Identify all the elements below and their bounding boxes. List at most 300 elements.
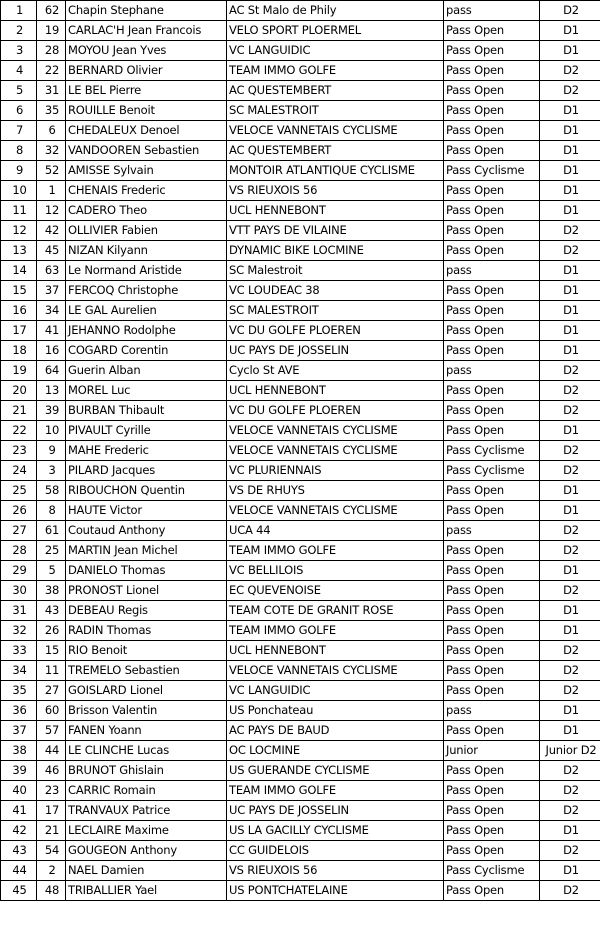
licence-cell: Pass Open xyxy=(444,801,540,821)
rider-name-cell: CARLAC'H Jean Francois xyxy=(66,21,227,41)
category-cell: D2 xyxy=(540,441,600,461)
category-cell: D1 xyxy=(540,161,600,181)
rider-name-cell: FERCOQ Christophe xyxy=(66,281,227,301)
bib-cell: 23 xyxy=(37,781,66,801)
table-row xyxy=(1,541,600,561)
category-cell: D1 xyxy=(540,861,600,881)
licence-cell: Pass Open xyxy=(444,381,540,401)
rank-cell: 40 xyxy=(1,781,37,801)
category-cell: D2 xyxy=(540,661,600,681)
category-cell: D2 xyxy=(540,641,600,661)
rider-name-cell: RIO Benoit xyxy=(66,641,227,661)
bib-cell: 1 xyxy=(37,181,66,201)
bib-cell: 25 xyxy=(37,541,66,561)
category-cell: D1 xyxy=(540,721,600,741)
rider-name-cell: BURBAN Thibault xyxy=(66,401,227,421)
bib-cell: 63 xyxy=(37,261,66,281)
licence-cell: Pass Cyclisme xyxy=(444,461,540,481)
table-row xyxy=(1,721,600,741)
licence-cell: Junior xyxy=(444,741,540,761)
rank-cell: 18 xyxy=(1,341,37,361)
licence-cell: Pass Open xyxy=(444,121,540,141)
rider-name-cell: BRUNOT Ghislain xyxy=(66,761,227,781)
bib-cell: 57 xyxy=(37,721,66,741)
licence-cell: Pass Open xyxy=(444,141,540,161)
table-row xyxy=(1,361,600,381)
club-cell: Cyclo St AVE xyxy=(227,361,444,381)
rider-name-cell: LE BEL Pierre xyxy=(66,81,227,101)
rider-name-cell: AMISSE Sylvain xyxy=(66,161,227,181)
table-row xyxy=(1,121,600,141)
rider-name-cell: COGARD Corentin xyxy=(66,341,227,361)
rider-name-cell: Coutaud Anthony xyxy=(66,521,227,541)
category-cell: D1 xyxy=(540,341,600,361)
rank-cell: 19 xyxy=(1,361,37,381)
bib-cell: 8 xyxy=(37,501,66,521)
bib-cell: 64 xyxy=(37,361,66,381)
category-cell: D2 xyxy=(540,461,600,481)
rider-name-cell: LE GAL Aurelien xyxy=(66,301,227,321)
rider-name-cell: TREMELO Sebastien xyxy=(66,661,227,681)
club-cell: US LA GACILLY CYCLISME xyxy=(227,821,444,841)
club-cell: TEAM COTE DE GRANIT ROSE xyxy=(227,601,444,621)
club-cell: AC PAYS DE BAUD xyxy=(227,721,444,741)
bib-cell: 52 xyxy=(37,161,66,181)
bib-cell: 45 xyxy=(37,241,66,261)
rank-cell: 43 xyxy=(1,841,37,861)
table-row xyxy=(1,621,600,641)
bib-cell: 28 xyxy=(37,41,66,61)
licence-cell: Pass Open xyxy=(444,501,540,521)
rider-name-cell: LECLAIRE Maxime xyxy=(66,821,227,841)
table-row xyxy=(1,821,600,841)
club-cell: VC LANGUIDIC xyxy=(227,41,444,61)
table-row xyxy=(1,41,600,61)
category-cell: D2 xyxy=(540,761,600,781)
licence-cell: Pass Open xyxy=(444,321,540,341)
licence-cell: Pass Open xyxy=(444,41,540,61)
rider-name-cell: ROUILLE Benoit xyxy=(66,101,227,121)
bib-cell: 39 xyxy=(37,401,66,421)
licence-cell: Pass Open xyxy=(444,101,540,121)
rider-name-cell: Chapin Stephane xyxy=(66,1,227,21)
licence-cell: Pass Open xyxy=(444,221,540,241)
rank-cell: 13 xyxy=(1,241,37,261)
rank-cell: 17 xyxy=(1,321,37,341)
licence-cell: Pass Open xyxy=(444,641,540,661)
category-cell: D2 xyxy=(540,361,600,381)
club-cell: SC MALESTROIT xyxy=(227,101,444,121)
bib-cell: 5 xyxy=(37,561,66,581)
table-row xyxy=(1,21,600,41)
club-cell: OC LOCMINE xyxy=(227,741,444,761)
rank-cell: 5 xyxy=(1,81,37,101)
table-row xyxy=(1,441,600,461)
table-row xyxy=(1,301,600,321)
rank-cell: 38 xyxy=(1,741,37,761)
table-row xyxy=(1,561,600,581)
rank-cell: 30 xyxy=(1,581,37,601)
bib-cell: 17 xyxy=(37,801,66,821)
rider-name-cell: OLLIVIER Fabien xyxy=(66,221,227,241)
club-cell: US GUERANDE CYCLISME xyxy=(227,761,444,781)
bib-cell: 6 xyxy=(37,121,66,141)
licence-cell: Pass Open xyxy=(444,421,540,441)
rank-cell: 3 xyxy=(1,41,37,61)
bib-cell: 38 xyxy=(37,581,66,601)
club-cell: UC PAYS DE JOSSELIN xyxy=(227,801,444,821)
table-row xyxy=(1,581,600,601)
category-cell: D1 xyxy=(540,41,600,61)
rank-cell: 22 xyxy=(1,421,37,441)
rider-name-cell: JEHANNO Rodolphe xyxy=(66,321,227,341)
category-cell: D1 xyxy=(540,141,600,161)
rank-cell: 2 xyxy=(1,21,37,41)
licence-cell: Pass Open xyxy=(444,241,540,261)
bib-cell: 26 xyxy=(37,621,66,641)
bib-cell: 41 xyxy=(37,321,66,341)
rider-name-cell: GOUGEON Anthony xyxy=(66,841,227,861)
rank-cell: 7 xyxy=(1,121,37,141)
licence-cell: Pass Open xyxy=(444,661,540,681)
category-cell: D2 xyxy=(540,61,600,81)
category-cell: D2 xyxy=(540,241,600,261)
category-cell: D1 xyxy=(540,261,600,281)
table-row xyxy=(1,181,600,201)
bib-cell: 60 xyxy=(37,701,66,721)
rider-name-cell: CADERO Theo xyxy=(66,201,227,221)
bib-cell: 44 xyxy=(37,741,66,761)
bib-cell: 22 xyxy=(37,61,66,81)
club-cell: VC DU GOLFE PLOEREN xyxy=(227,401,444,421)
rider-name-cell: TRIBALLIER Yael xyxy=(66,881,227,901)
bib-cell: 16 xyxy=(37,341,66,361)
club-cell: AC QUESTEMBERT xyxy=(227,81,444,101)
table-row xyxy=(1,221,600,241)
licence-cell: Pass Open xyxy=(444,181,540,201)
category-cell: D2 xyxy=(540,81,600,101)
bib-cell: 3 xyxy=(37,461,66,481)
table-row xyxy=(1,1,600,21)
rider-name-cell: TRANVAUX Patrice xyxy=(66,801,227,821)
bib-cell: 35 xyxy=(37,101,66,121)
club-cell: VC LOUDEAC 38 xyxy=(227,281,444,301)
rank-cell: 24 xyxy=(1,461,37,481)
rank-cell: 41 xyxy=(1,801,37,821)
table-row xyxy=(1,201,600,221)
licence-cell: Pass Open xyxy=(444,681,540,701)
club-cell: UC PAYS DE JOSSELIN xyxy=(227,341,444,361)
licence-cell: Pass Open xyxy=(444,881,540,901)
club-cell: CC GUIDELOIS xyxy=(227,841,444,861)
table-row xyxy=(1,81,600,101)
rank-cell: 4 xyxy=(1,61,37,81)
club-cell: VC PLURIENNAIS xyxy=(227,461,444,481)
bib-cell: 2 xyxy=(37,861,66,881)
club-cell: TEAM IMMO GOLFE xyxy=(227,541,444,561)
table-row xyxy=(1,841,600,861)
bib-cell: 15 xyxy=(37,641,66,661)
category-cell: D1 xyxy=(540,281,600,301)
bib-cell: 31 xyxy=(37,81,66,101)
category-cell: D1 xyxy=(540,101,600,121)
bib-cell: 43 xyxy=(37,601,66,621)
rank-cell: 33 xyxy=(1,641,37,661)
licence-cell: Pass Open xyxy=(444,721,540,741)
table-row xyxy=(1,521,600,541)
rider-name-cell: PRONOST Lionel xyxy=(66,581,227,601)
table-row xyxy=(1,261,600,281)
category-cell: Junior D2 xyxy=(540,741,600,761)
rider-name-cell: VANDOOREN Sebastien xyxy=(66,141,227,161)
licence-cell: pass xyxy=(444,701,540,721)
table-row xyxy=(1,101,600,121)
licence-cell: Pass Open xyxy=(444,561,540,581)
rider-name-cell: MOYOU Jean Yves xyxy=(66,41,227,61)
table-row xyxy=(1,741,600,761)
rank-cell: 37 xyxy=(1,721,37,741)
licence-cell: Pass Cyclisme xyxy=(444,161,540,181)
club-cell: TEAM IMMO GOLFE xyxy=(227,621,444,641)
bib-cell: 12 xyxy=(37,201,66,221)
rank-cell: 6 xyxy=(1,101,37,121)
category-cell: D1 xyxy=(540,821,600,841)
table-row xyxy=(1,461,600,481)
rider-name-cell: DANIELO Thomas xyxy=(66,561,227,581)
club-cell: VS RIEUXOIS 56 xyxy=(227,181,444,201)
table-row xyxy=(1,881,600,901)
bib-cell: 48 xyxy=(37,881,66,901)
club-cell: UCL HENNEBONT xyxy=(227,381,444,401)
rank-cell: 1 xyxy=(1,1,37,21)
licence-cell: Pass Open xyxy=(444,81,540,101)
rank-cell: 27 xyxy=(1,521,37,541)
licence-cell: pass xyxy=(444,521,540,541)
club-cell: UCA 44 xyxy=(227,521,444,541)
rider-name-cell: CARRIC Romain xyxy=(66,781,227,801)
rider-name-cell: Brisson Valentin xyxy=(66,701,227,721)
club-cell: VELO SPORT PLOERMEL xyxy=(227,21,444,41)
club-cell: TEAM IMMO GOLFE xyxy=(227,781,444,801)
club-cell: AC QUESTEMBERT xyxy=(227,141,444,161)
table-row xyxy=(1,861,600,881)
club-cell: VC BELLILOIS xyxy=(227,561,444,581)
category-cell: D2 xyxy=(540,881,600,901)
category-cell: D1 xyxy=(540,601,600,621)
rider-name-cell: LE CLINCHE Lucas xyxy=(66,741,227,761)
category-cell: D1 xyxy=(540,701,600,721)
rank-cell: 15 xyxy=(1,281,37,301)
rider-name-cell: Le Normand Aristide xyxy=(66,261,227,281)
rank-cell: 9 xyxy=(1,161,37,181)
rank-cell: 23 xyxy=(1,441,37,461)
category-cell: D1 xyxy=(540,201,600,221)
category-cell: D2 xyxy=(540,221,600,241)
club-cell: VELOCE VANNETAIS CYCLISME xyxy=(227,501,444,521)
rider-name-cell: HAUTE Victor xyxy=(66,501,227,521)
club-cell: AC St Malo de Phily xyxy=(227,1,444,21)
rank-cell: 28 xyxy=(1,541,37,561)
club-cell: VS RIEUXOIS 56 xyxy=(227,861,444,881)
table-row xyxy=(1,321,600,341)
category-cell: D1 xyxy=(540,621,600,641)
club-cell: UCL HENNEBONT xyxy=(227,641,444,661)
club-cell: SC Malestroit xyxy=(227,261,444,281)
licence-cell: Pass Open xyxy=(444,61,540,81)
category-cell: D1 xyxy=(540,561,600,581)
licence-cell: Pass Open xyxy=(444,761,540,781)
rank-cell: 11 xyxy=(1,201,37,221)
table-row xyxy=(1,481,600,501)
rank-cell: 45 xyxy=(1,881,37,901)
table-row xyxy=(1,381,600,401)
rider-name-cell: NIZAN Kilyann xyxy=(66,241,227,261)
rank-cell: 39 xyxy=(1,761,37,781)
table-row xyxy=(1,421,600,441)
bib-cell: 37 xyxy=(37,281,66,301)
licence-cell: Pass Open xyxy=(444,21,540,41)
rank-cell: 34 xyxy=(1,661,37,681)
licence-cell: Pass Open xyxy=(444,821,540,841)
rank-cell: 25 xyxy=(1,481,37,501)
rider-name-cell: MOREL Luc xyxy=(66,381,227,401)
club-cell: MONTOIR ATLANTIQUE CYCLISME xyxy=(227,161,444,181)
rank-cell: 31 xyxy=(1,601,37,621)
table-row xyxy=(1,641,600,661)
table-row xyxy=(1,341,600,361)
rank-cell: 8 xyxy=(1,141,37,161)
rider-name-cell: Guerin Alban xyxy=(66,361,227,381)
category-cell: D2 xyxy=(540,581,600,601)
table-row xyxy=(1,501,600,521)
bib-cell: 46 xyxy=(37,761,66,781)
category-cell: D2 xyxy=(540,541,600,561)
licence-cell: Pass Open xyxy=(444,341,540,361)
category-cell: D1 xyxy=(540,321,600,341)
club-cell: SC MALESTROIT xyxy=(227,301,444,321)
rank-cell: 12 xyxy=(1,221,37,241)
table-row xyxy=(1,681,600,701)
club-cell: VELOCE VANNETAIS CYCLISME xyxy=(227,661,444,681)
table-row xyxy=(1,401,600,421)
bib-cell: 34 xyxy=(37,301,66,321)
category-cell: D1 xyxy=(540,301,600,321)
club-cell: VELOCE VANNETAIS CYCLISME xyxy=(227,121,444,141)
rider-name-cell: DEBEAU Regis xyxy=(66,601,227,621)
rider-name-cell: PILARD Jacques xyxy=(66,461,227,481)
category-cell: D2 xyxy=(540,681,600,701)
licence-cell: Pass Open xyxy=(444,281,540,301)
bib-cell: 32 xyxy=(37,141,66,161)
bib-cell: 61 xyxy=(37,521,66,541)
bib-cell: 54 xyxy=(37,841,66,861)
bib-cell: 62 xyxy=(37,1,66,21)
bib-cell: 27 xyxy=(37,681,66,701)
rider-name-cell: RIBOUCHON Quentin xyxy=(66,481,227,501)
rank-cell: 32 xyxy=(1,621,37,641)
licence-cell: Pass Open xyxy=(444,841,540,861)
rank-cell: 29 xyxy=(1,561,37,581)
rider-name-cell: BERNARD Olivier xyxy=(66,61,227,81)
licence-cell: Pass Cyclisme xyxy=(444,441,540,461)
bib-cell: 9 xyxy=(37,441,66,461)
category-cell: D1 xyxy=(540,181,600,201)
rider-name-cell: MARTIN Jean Michel xyxy=(66,541,227,561)
bib-cell: 19 xyxy=(37,21,66,41)
bib-cell: 21 xyxy=(37,821,66,841)
licence-cell: Pass Open xyxy=(444,541,540,561)
club-cell: VC LANGUIDIC xyxy=(227,681,444,701)
table-row xyxy=(1,161,600,181)
category-cell: D2 xyxy=(540,381,600,401)
table-row xyxy=(1,241,600,261)
club-cell: EC QUEVENOISE xyxy=(227,581,444,601)
licence-cell: Pass Open xyxy=(444,401,540,421)
category-cell: D2 xyxy=(540,841,600,861)
licence-cell: Pass Open xyxy=(444,601,540,621)
club-cell: VELOCE VANNETAIS CYCLISME xyxy=(227,441,444,461)
category-cell: D1 xyxy=(540,421,600,441)
category-cell: D1 xyxy=(540,501,600,521)
table-row xyxy=(1,601,600,621)
club-cell: VS DE RHUYS xyxy=(227,481,444,501)
licence-cell: Pass Cyclisme xyxy=(444,861,540,881)
rider-name-cell: MAHE Frederic xyxy=(66,441,227,461)
club-cell: VELOCE VANNETAIS CYCLISME xyxy=(227,421,444,441)
bib-cell: 58 xyxy=(37,481,66,501)
rank-cell: 14 xyxy=(1,261,37,281)
licence-cell: Pass Open xyxy=(444,581,540,601)
category-cell: D2 xyxy=(540,401,600,421)
licence-cell: Pass Open xyxy=(444,201,540,221)
rank-cell: 26 xyxy=(1,501,37,521)
table-row xyxy=(1,781,600,801)
rank-cell: 21 xyxy=(1,401,37,421)
club-cell: VC DU GOLFE PLOEREN xyxy=(227,321,444,341)
table-row xyxy=(1,801,600,821)
rank-cell: 36 xyxy=(1,701,37,721)
table-row xyxy=(1,761,600,781)
table-row xyxy=(1,141,600,161)
category-cell: D2 xyxy=(540,781,600,801)
licence-cell: Pass Open xyxy=(444,621,540,641)
rank-cell: 16 xyxy=(1,301,37,321)
table-row xyxy=(1,61,600,81)
rank-cell: 42 xyxy=(1,821,37,841)
rider-name-cell: NAEL Damien xyxy=(66,861,227,881)
rider-name-cell: PIVAULT Cyrille xyxy=(66,421,227,441)
bib-cell: 11 xyxy=(37,661,66,681)
licence-cell: pass xyxy=(444,361,540,381)
category-cell: D1 xyxy=(540,21,600,41)
licence-cell: Pass Open xyxy=(444,781,540,801)
club-cell: US Ponchateau xyxy=(227,701,444,721)
table-row xyxy=(1,701,600,721)
rider-name-cell: GOISLARD Lionel xyxy=(66,681,227,701)
table-row xyxy=(1,281,600,301)
results-body xyxy=(1,1,600,901)
licence-cell: Pass Open xyxy=(444,481,540,501)
club-cell: UCL HENNEBONT xyxy=(227,201,444,221)
category-cell: D1 xyxy=(540,121,600,141)
rider-name-cell: FANEN Yoann xyxy=(66,721,227,741)
club-cell: US PONTCHATELAINE xyxy=(227,881,444,901)
category-cell: D2 xyxy=(540,521,600,541)
rank-cell: 35 xyxy=(1,681,37,701)
licence-cell: pass xyxy=(444,261,540,281)
licence-cell: Pass Open xyxy=(444,301,540,321)
category-cell: D1 xyxy=(540,481,600,501)
